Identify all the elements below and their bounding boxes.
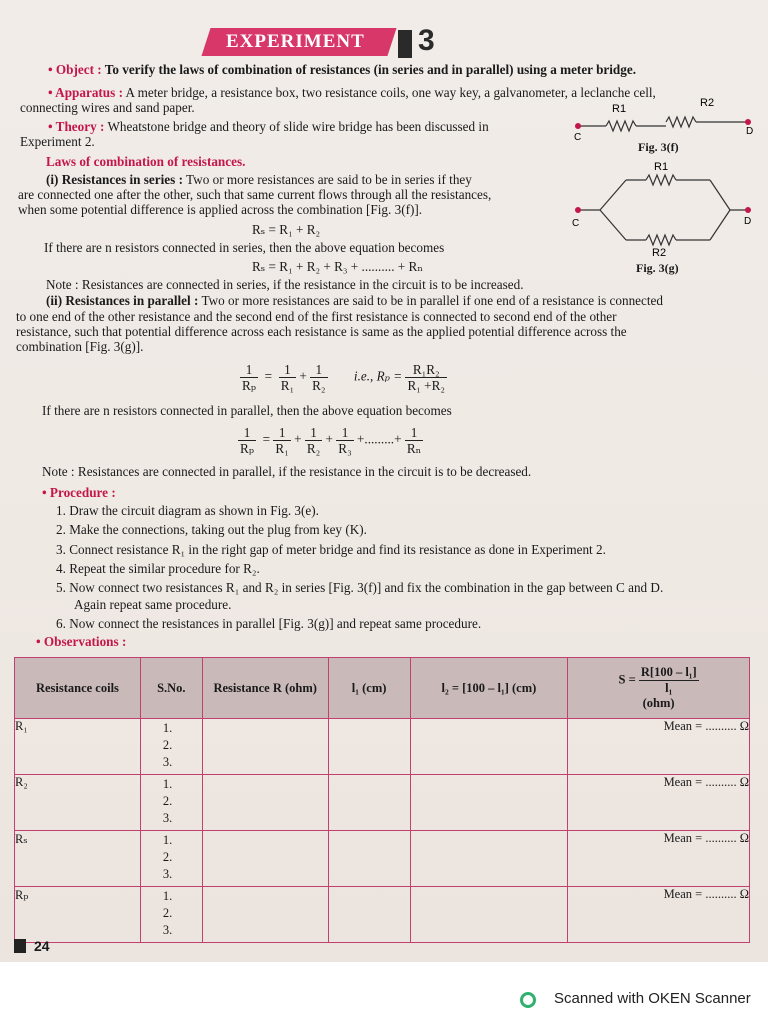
row-coil: R₁: [15, 719, 141, 775]
fig-f-c: C: [574, 132, 582, 143]
row-sno: 1. 2. 3.: [140, 719, 202, 775]
theory-text: Wheatstone bridge and theory of slide wire bridge has been discussed in: [107, 119, 489, 134]
figure-parallel-circuit: [570, 158, 760, 258]
procedure-step-4: 4. Repeat the similar procedure for R₂.: [56, 561, 260, 576]
procedure-step-2: 2. Make the connections, taking out the plug from key (K).: [56, 522, 367, 537]
row-sno: 1. 2. 3.: [140, 775, 202, 831]
series-line1: [46, 172, 472, 187]
fig-g-r2: R2: [652, 247, 667, 258]
procedure-step-1: 1. Draw the circuit diagram as shown in Fig. 3(e).: [56, 503, 319, 518]
object-line: [48, 62, 636, 77]
row-coil: R₂: [15, 775, 141, 831]
fig-g-caption: Fig. 3(g): [636, 261, 679, 275]
series-equation: Rₛ = R₁ + R₂: [252, 222, 321, 237]
fig-f-caption: Fig. 3(f): [638, 140, 679, 154]
procedure-label: • Procedure :: [42, 485, 116, 500]
row-mean: Mean = .......... Ω: [568, 831, 750, 887]
apparatus-line2: connecting wires and sand paper.: [20, 100, 195, 115]
apparatus-line: [48, 85, 656, 100]
header-l2: l₂ = [100 – l₁] (cm): [410, 658, 568, 719]
fig-g-c: C: [572, 218, 580, 229]
parallel-equation: $\frac{1}{\text{Rₚ}}$ = $\frac{1}{\text{R₁}}$ + $\frac{1}{\text{R₂}}$ i.e., Rₚ = $\frac{\text{R₁R₂}}{\text{R₁ +R₂}}$: [242, 362, 445, 393]
experiment-number: 3: [418, 24, 435, 57]
scanner-logo-icon: [520, 992, 536, 1008]
row-coil: Rₚ: [15, 887, 141, 943]
series-text: Two or more resistances are said to be in series if they: [186, 172, 472, 187]
theory-line: [48, 119, 489, 134]
object-label: • Object :: [48, 62, 102, 77]
header-bar: [398, 30, 412, 58]
series-label: (i) Resistances in series :: [46, 172, 183, 187]
parallel-n-text: If there are n resistors connected in parallel, then the above equation becomes: [42, 403, 452, 418]
parallel-label: (ii) Resistances in parallel :: [46, 293, 199, 308]
procedure-step-3: 3. Connect resistance R₁ in the right gap of meter bridge and find its resistance as done in Experiment 2.: [56, 542, 606, 557]
laws-heading: Laws of combination of resistances.: [46, 154, 246, 169]
series-line2: are connected one after the other, such that same current flows through all the resistances,: [18, 187, 492, 202]
observations-label: • Observations :: [36, 634, 127, 649]
series-n-equation: Rₛ = R₁ + R₂ + R₃ + .......... + Rₙ: [252, 259, 424, 274]
row-sno: 1. 2. 3.: [140, 887, 202, 943]
parallel-line4: combination [Fig. 3(g)].: [16, 339, 144, 354]
table-header-row: [15, 658, 750, 719]
apparatus-text: A meter bridge, a resistance box, two resistance coils, one way key, a galvanometer, a leclanche cell,: [125, 85, 656, 100]
header-resistance-r: Resistance R (ohm): [202, 658, 328, 719]
fig-f-d: D: [746, 126, 754, 137]
header-s-formula: S = $\frac{\text{R[100 – l₁]}}{\text{l₁}}$ (ohm): [568, 658, 750, 719]
row-mean: Mean = .......... Ω: [568, 887, 750, 943]
parallel-line1: [46, 293, 663, 308]
table-row: [15, 831, 750, 887]
header-sno: S.No.: [140, 658, 202, 719]
table-row: [15, 775, 750, 831]
observations-table: [14, 657, 750, 943]
theory-line2: Experiment 2.: [20, 134, 95, 149]
page-number: 24: [34, 938, 50, 954]
theory-label: • Theory :: [48, 119, 105, 134]
row-mean: Mean = .......... Ω: [568, 775, 750, 831]
parallel-text: Two or more resistances are said to be in parallel if one end of a resistance is connected: [201, 293, 663, 308]
procedure-step-5-cont: Again repeat same procedure.: [74, 597, 232, 612]
parallel-note: Note : Resistances are connected in parallel, if the resistance in the circuit is to be decreased.: [42, 464, 532, 479]
row-sno: 1. 2. 3.: [140, 831, 202, 887]
apparatus-label: • Apparatus :: [48, 85, 123, 100]
procedure-step-6: 6. Now connect the resistances in parallel [Fig. 3(g)] and repeat same procedure.: [56, 616, 482, 631]
fig-f-r1: R1: [612, 103, 627, 115]
series-note: Note : Resistances are connected in series, if the resistance in the circuit is to be increased.: [46, 277, 524, 292]
parallel-line3: resistance, such that potential difference across each resistance is same as the applied potential difference across the: [16, 324, 627, 339]
header-l1: l₁ (cm): [328, 658, 410, 719]
scanner-watermark: Scanned with OKEN Scanner: [554, 990, 751, 1007]
experiment-title: EXPERIMENT: [226, 31, 365, 52]
fig-g-d: D: [744, 216, 752, 227]
parallel-line2: to one end of the other resistance and the second end of the first resistance is connected to second end of the other: [16, 309, 617, 324]
object-text: To verify the laws of combination of resistances (in series and in parallel) using a meter bridge.: [104, 62, 637, 77]
table-row: [15, 719, 750, 775]
parallel-n-equation: $\frac{1}{\text{Rₚ}}$ = $\frac{1}{\text{R₁}}$ + $\frac{1}{\text{R₂}}$ + $\frac{1}{\text{R₃}}$ +.........+ $\frac{1}{\text{Rₙ}}$: [240, 425, 422, 456]
series-n-text: If there are n resistors connected in series, then the above equation becomes: [44, 240, 445, 255]
procedure-step-5: 5. Now connect two resistances R₁ and R₂ in series [Fig. 3(f)] and fix the combination in the gap between C and D.: [56, 580, 664, 595]
row-mean: Mean = .......... Ω: [568, 719, 750, 775]
series-line3: when some potential difference is applied across the combination [Fig. 3(f)].: [18, 202, 423, 217]
header-resistance-coils: Resistance coils: [15, 658, 141, 719]
fig-f-r2: R2: [700, 97, 715, 109]
page-number-marker: [14, 939, 26, 953]
fig-g-r1: R1: [654, 161, 669, 173]
table-row: [15, 887, 750, 943]
row-coil: Rₛ: [15, 831, 141, 887]
